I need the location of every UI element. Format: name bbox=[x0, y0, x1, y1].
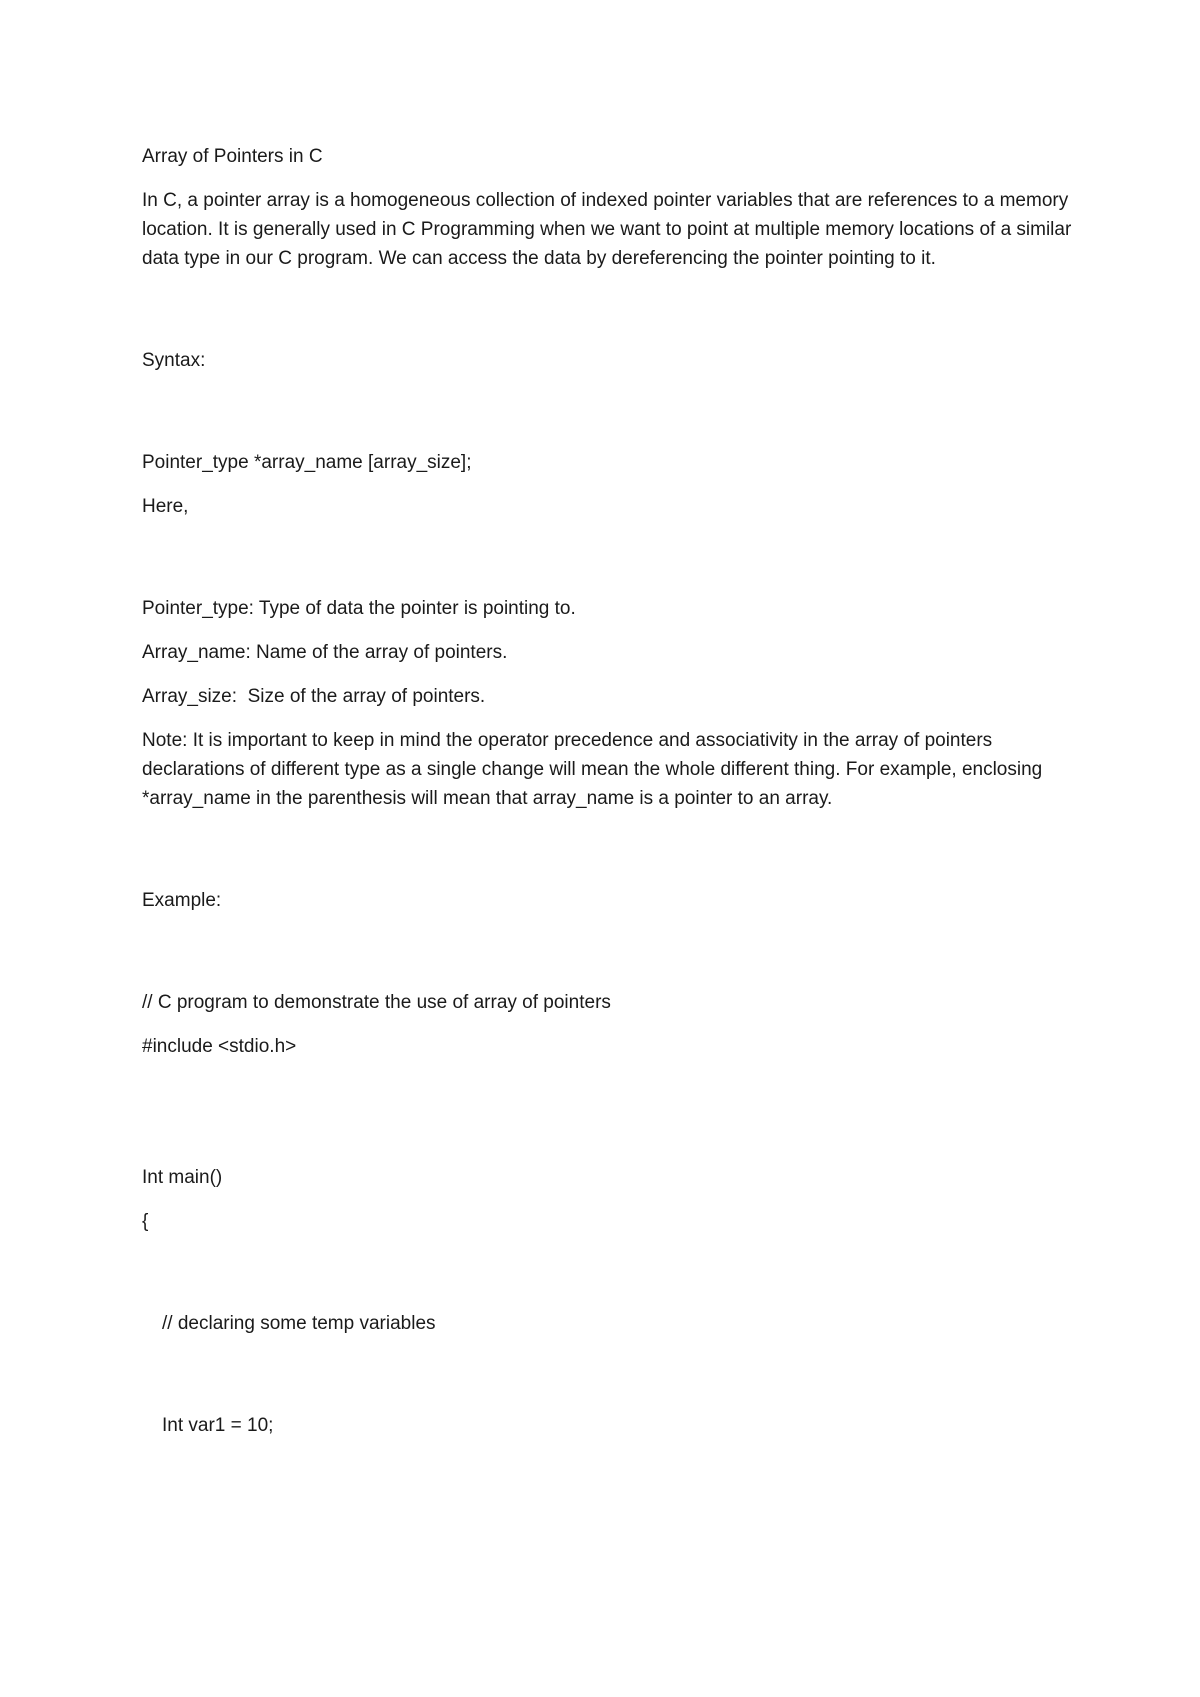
code-var1: Int var1 = 10; bbox=[162, 1415, 274, 1436]
note-paragraph: Note: It is important to keep in mind the operator precedence and associativity in the array of pointers declarations of different type as a single change will mean the whole different thing. For example, enclosing *array_name in the parenthesis will mean that array_name is a pointer to an array. bbox=[142, 730, 1043, 809]
code-comment-temp-vars: // declaring some temp variables bbox=[162, 1313, 436, 1334]
syntax-line: Pointer_type *array_name [array_size]; bbox=[142, 452, 472, 473]
definition-pointer-type: Pointer_type: Type of data the pointer is pointing to. bbox=[142, 598, 576, 619]
definition-array-name: Array_name: Name of the array of pointers. bbox=[142, 642, 508, 663]
here-text: Here, bbox=[142, 496, 189, 517]
code-include: #include <stdio.h> bbox=[142, 1036, 297, 1057]
document-title: Array of Pointers in C bbox=[142, 146, 323, 167]
example-heading: Example: bbox=[142, 890, 222, 911]
syntax-heading: Syntax: bbox=[142, 350, 206, 371]
code-open-brace: { bbox=[142, 1211, 149, 1232]
code-comment-program: // C program to demonstrate the use of array of pointers bbox=[142, 992, 611, 1013]
code-main-signature: Int main() bbox=[142, 1167, 223, 1188]
intro-paragraph: In C, a pointer array is a homogeneous collection of indexed pointer variables that are references to a memory location. It is generally used in C Programming when we want to point at multiple memory locations of a similar data type in our C program. We can access the data by dereferencing the pointer pointing to it. bbox=[142, 190, 1072, 269]
definition-array-size: Array_size: Size of the array of pointers. bbox=[142, 686, 486, 707]
document-body bbox=[142, 142, 1072, 1440]
